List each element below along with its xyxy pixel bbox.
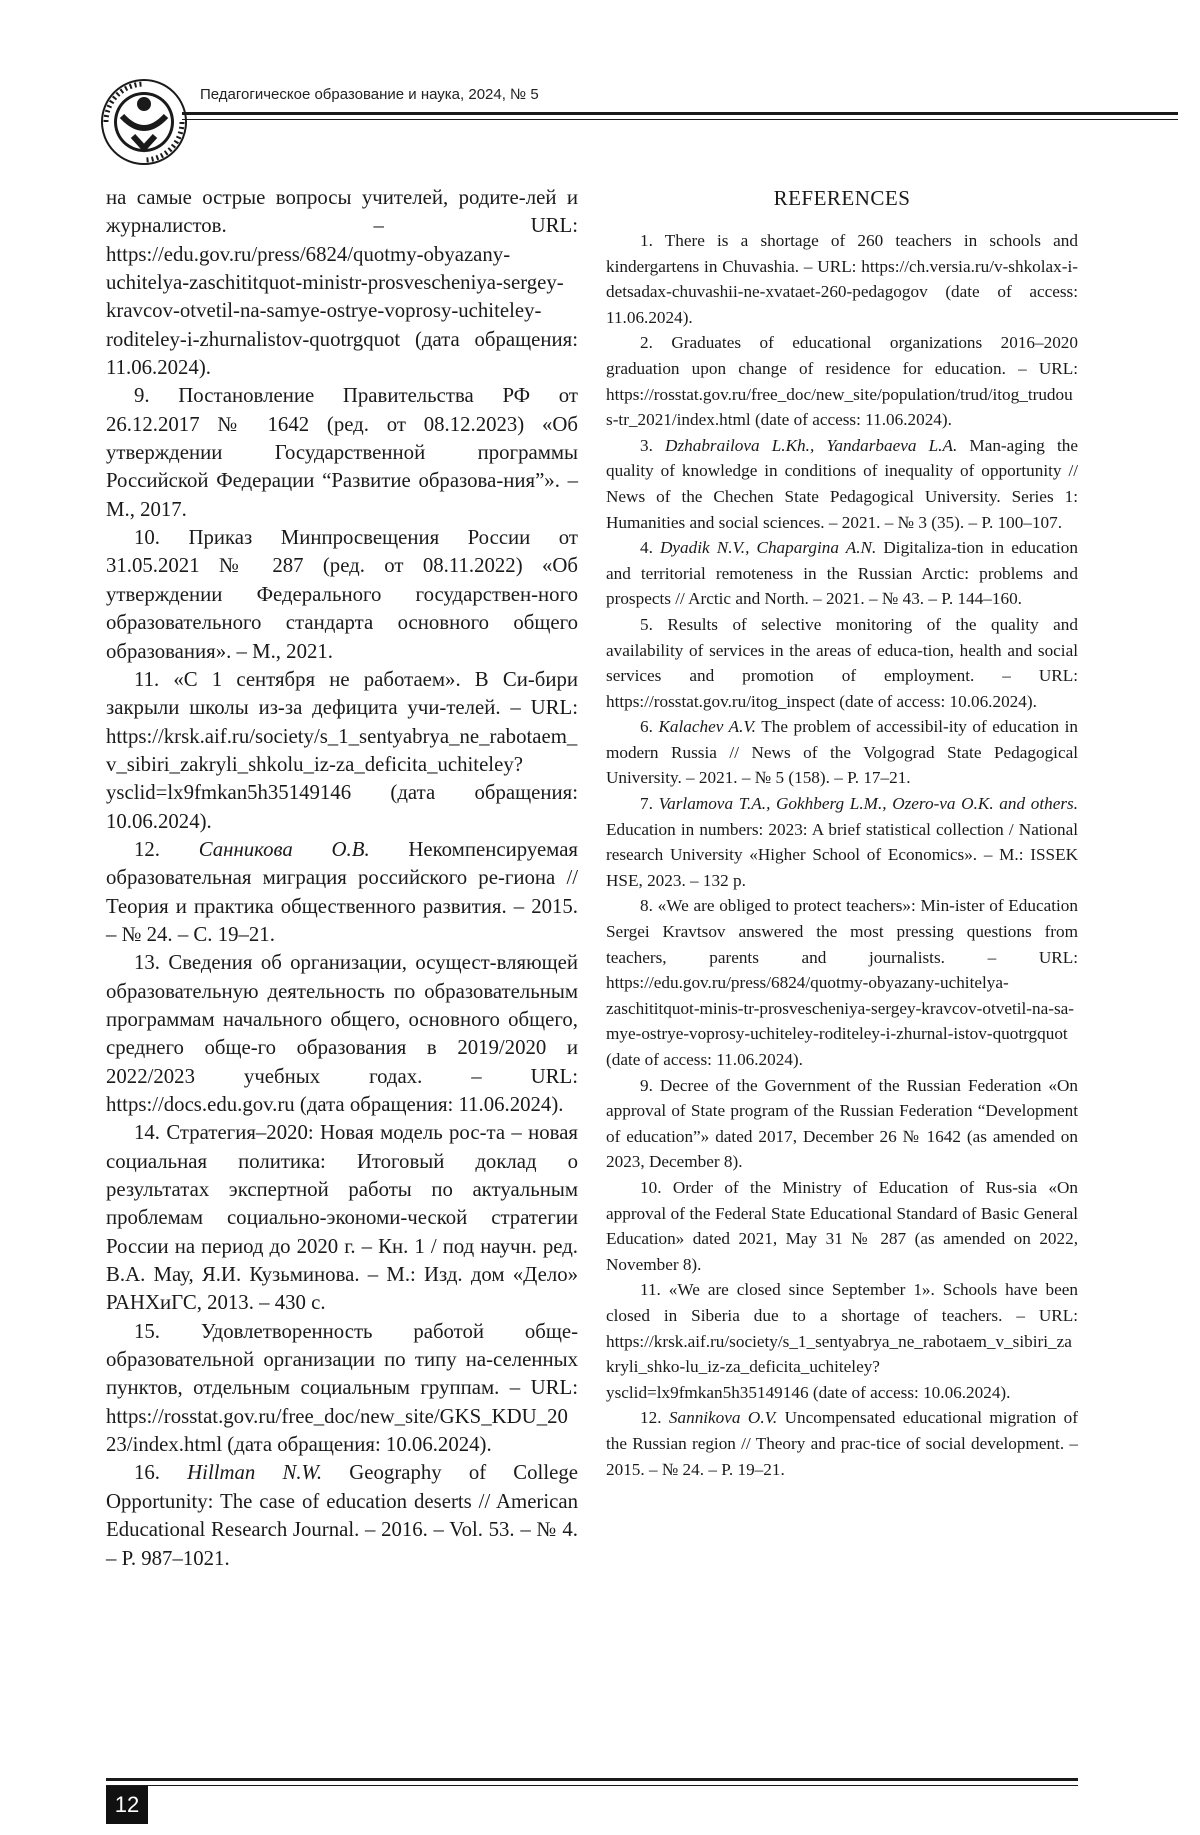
reference-text: Education in numbers: 2023: A brief statistical collection / National research University «Higher School of Economics». – M.: ISSEK HSE, 2023. – 132 p. [606,819,1078,890]
reference-9: 9. Постановление Правительства РФ от 26.12.2017 № 1642 (ред. от 08.12.2023) «Об утверждении Государственной программы Российской Федерации “Развитие образова-ния”». – М., 2017. [106,384,578,521]
reference-1-en: 1. There is a shortage of 260 teachers in schools and kindergartens in Chuvashia. – URL: https://ch.versia.ru/v-shkolax-i-detsadax-chuvashii-ne-xvataet-260-pedagogov (date of access: 11.06.2024). [606,231,1078,327]
reference-number: 12. [640,1408,669,1428]
reference-number: 12. [134,837,199,861]
reference-number: 6. [640,717,659,737]
reference-number: 4. [640,538,660,558]
reference-10-en: 10. Order of the Ministry of Education of Rus-sia «On approval of the Federal State Educational Standard of Basic General Education» dated 2021, May 31 № 287 (as amended on 2022, November 8). [606,1177,1078,1274]
reference-9-en: 9. Decree of the Government of the Russian Federation «On approval of State program of the Russian Federation “Development of education”» dated 2017, December 26 № 1642 (as amended on 2023, December 8). [606,1075,1078,1172]
reference-6-en [606,714,1078,791]
references-heading: REFERENCES [773,186,911,210]
reference-8-continuation: на самые острые вопросы учителей, родите-лей и журналистов. – URL: https://edu.gov.ru/press/6824/quotmy-obyazany-uchitelya-zaschititquot-ministr-prosvescheniya-sergey-kravcov-otvetil-na-samye-ostrye-voprosy-uchiteley-roditeley-i-zhurnalistov-quotrgquot (дата обращения: 11.06.2024). [106,186,578,380]
header-rule [182,112,1178,115]
reference-3-en [606,433,1078,535]
reference-12 [106,836,578,949]
reference-number: 16. [134,1461,188,1485]
reference-10: 10. Приказ Минпросвещения России от 31.05.2021 № 287 (ред. от 08.11.2022) «Об утверждении Федерального государствен-ного образовательного стандарта основного общего образования». – М., 2021. [106,526,578,663]
reference-text: Geography of College Opportunity: The case of education deserts // American Educational Research Journal. – 2016. – Vol. 53. – № 4. – P. 987–1021. [106,1461,578,1570]
reference-author: Санникова О.В. [198,837,370,861]
reference-number: 3. [640,435,666,455]
right-column [606,184,1078,1482]
reference-2-en: 2. Graduates of educational organizations 2016–2020 graduation upon change of residence for education. – URL: https://rosstat.gov.ru/free_doc/new_site/population/trud/itog_trudous-tr_2021/index.html (date of access: 11.06.2024). [606,333,1078,430]
left-column [106,184,578,1573]
reference-14: 14. Стратегия–2020: Новая модель рос-та – новая социальная политика: Итоговый доклад о результатах экспертной работы по актуальным проблемам социально-экономи-ческой стратегии России на период до 2020 г. – Кн. 1 / под научн. ред. В.А. Мау, Я.И. Кузьминова. – М.: Изд. дом «Дело» РАНХиГС, 2013. – 430 с. [106,1121,578,1315]
reference-15: 15. Удовлетворенность работой обще-образовательной организации по типу на-селенных пунктов, отдельным социальным группам. – URL: https://rosstat.gov.ru/free_doc/new_site/GKS_KDU_2023/index.html (дата обращения: 10.06.2024). [106,1319,578,1457]
reference-text: Uncompensated educational migration of the Russian region // Theory and prac-tice of social development. – 2015. – № 24. – P. 19–21. [606,1408,1078,1479]
reference-11-en: 11. «We are closed since September 1». Schools have been closed in Siberia due to a shortage of teachers. – URL: https://krsk.aif.ru/society/s_1_sentyabrya_ne_rabotaem_v_sibiri_zakryli_shko-lu_iz-za_deficita_uchiteley?ysclid=lx9fmkan5h35149146 (date of access: 10.06.2024). [606,1280,1078,1402]
page-number: 12 [106,1786,148,1824]
reference-author: Dzhabrailova L.Kh., Yandarbaeva L.A. [665,435,958,455]
reference-13: 13. Сведения об организации, осущест-вляющей образовательную деятельность по образовательным программам начального общего, основного общего, среднего обще-го образования в 2019/2020 и 2022/2023 учебных годах. – URL: https://docs.edu.gov.ru (дата обращения: 11.06.2024). [106,951,578,1116]
page-header [100,78,1100,170]
reference-5-en: 5. Results of selective monitoring of the quality and availability of services in the areas of educa-tion, health and social services and promotion of employment. – URL: https://rosstat.gov.ru/itog_inspect (date of access: 10.06.2024). [606,614,1078,711]
reference-text: The problem of accessibil-ity of education in modern Russia // News of the Volgograd State Pedagogical University. – 2021. – № 5 (158). – P. 17–21. [606,717,1079,788]
reference-author: Kalachev A.V. [658,717,756,737]
reference-text: Некомпенсируемая образовательная миграция российского ре-гиона // Теория и практика общественного развития. – 2015. – № 24. – С. 19–21. [106,837,578,946]
reference-12-en [606,1405,1078,1482]
reference-11: 11. «С 1 сентября не работаем». В Си-бири закрыли школы из-за дефицита учи-телей. – URL: https://krsk.aif.ru/society/s_1_sentyabrya_ne_rabotaem_v_sibiri_zakryli_shkolu_iz-za_deficita_uchiteley?ysclid=lx9fmkan5h35149146 (дата обращения: 10.06.2024). [106,667,578,833]
footer-rule-thin [106,1785,1078,1786]
reference-author: Varlamova T.A., Gokhberg L.M., Ozero-va O.K. and others. [658,794,1079,814]
journal-title: Педагогическое образование и наука, 2024, № 5 [200,86,539,103]
reference-text: Digitaliza-tion in education and territorial remoteness in the Russian Arctic: problems and prospects // Arctic and North. – 2021. – № 43. – P. 144–160. [606,538,1078,609]
footer-rule [106,1778,1078,1781]
reference-number: 7. [640,794,659,814]
reference-7-en [606,791,1078,893]
reference-text: Man-aging the quality of knowledge in conditions of inequality of opportunity // News of the Chechen State Pedagogical University. Series 1: Humanities and social sciences. – 2021. – № 3 (35). – P. 100–107. [606,435,1078,532]
reference-author: Hillman N.W. [187,1461,323,1485]
reference-8-en: 8. «We are obliged to protect teachers»: Min-ister of Education Sergei Kravtsov answered the most pressing questions from teachers, parents and journalists. – URL: https://edu.gov.ru/press/6824/quotmy-obyazany-uchitelya-zaschititquot-minis-tr-prosvescheniya-sergey-kravcov-otvetil-na-sa-mye-ostrye-voprosy-uchiteley-roditeley-i-zhurnal-istov-quotrgquot (date of access: 11.06.2024). [606,896,1078,1069]
reference-16 [106,1459,578,1572]
reference-author: Dyadik N.V., Chapargina A.N. [660,538,877,558]
reference-4-en [606,535,1078,612]
reference-author: Sannikova O.V. [668,1408,778,1428]
journal-logo-icon [100,78,188,166]
header-rule-thin [182,119,1178,120]
